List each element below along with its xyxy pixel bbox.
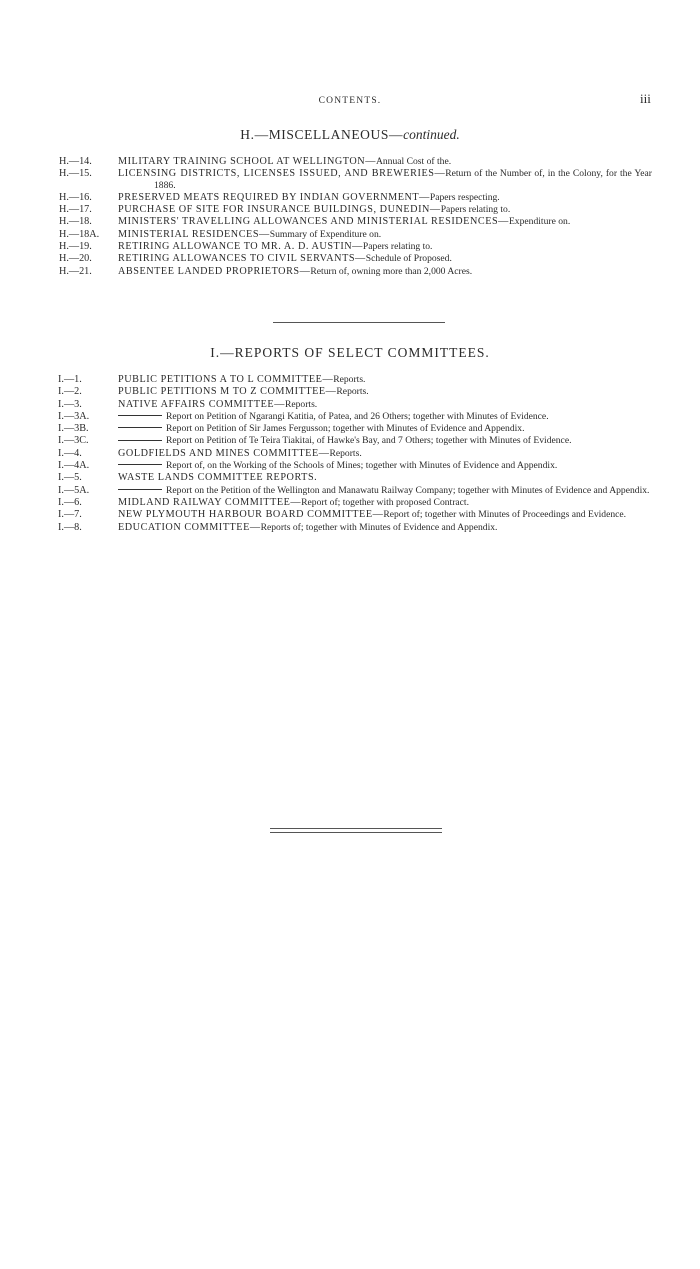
entry-text — [118, 204, 652, 215]
entry-text — [118, 485, 652, 496]
entry-code: I.—4. — [58, 447, 82, 459]
entry-title: NEW PLYMOUTH HARBOUR BOARD COMMITTEE— — [118, 509, 384, 521]
entry-description: Expenditure on. — [508, 216, 571, 228]
ditto-dash — [118, 427, 162, 428]
entry-description: Summary of Expenditure on. — [269, 228, 382, 240]
entry-text — [118, 448, 652, 459]
entry-text — [118, 423, 652, 434]
entry-description: Papers relating to. — [440, 204, 511, 216]
toc-entry — [0, 253, 700, 264]
toc-entry — [0, 497, 700, 508]
entry-title: PUBLIC PETITIONS M TO Z COMMITTEE— — [118, 386, 337, 398]
toc-entry — [0, 156, 700, 167]
entry-title: NATIVE AFFAIRS COMMITTEE— — [118, 398, 285, 410]
entry-description: Report of; together with Minutes of Proceedings and Evidence. — [383, 509, 627, 521]
toc-entry — [0, 386, 700, 397]
entry-code: I.—3C. — [58, 435, 89, 447]
entry-description: Reports. — [284, 398, 318, 410]
entry-description: Report on Petition of Ngarangi Katitia, of Patea, and 26 Others; together with Minutes of Evidence. — [166, 410, 549, 422]
entry-code: I.—4A. — [58, 460, 90, 472]
entry-code: H.—21. — [59, 265, 92, 277]
entry-description: Return of the Number of, in the Colony, for the Year 1886. — [154, 168, 652, 191]
entry-title: LICENSING DISTRICTS, LICENSES ISSUED, AND BREWERIES— — [118, 168, 446, 180]
toc-entry — [0, 522, 700, 533]
entry-description: Return of, owning more than 2,000 Acres. — [310, 265, 473, 277]
entry-title: RETIRING ALLOWANCES TO CIVIL SERVANTS— — [118, 253, 366, 265]
entry-title: MILITARY TRAINING SCHOOL AT WELLINGTON— — [118, 156, 376, 167]
end-rule-bottom — [270, 832, 442, 833]
toc-entry — [0, 485, 700, 496]
entry-text — [118, 241, 652, 252]
entry-description: Report of, on the Working of the Schools of Mines; together with Minutes of Evidence and Appendix. — [166, 460, 558, 472]
entry-text — [118, 522, 652, 533]
entry-description: Papers relating to. — [362, 240, 433, 252]
entry-text — [118, 435, 652, 446]
entry-title: GOLDFIELDS AND MINES COMMITTEE— — [118, 447, 330, 459]
entry-text — [118, 472, 652, 483]
section-i-title: I.—REPORTS OF SELECT COMMITTEES. — [210, 345, 490, 360]
entry-code: I.—3A. — [58, 410, 90, 422]
entry-description: Papers respecting. — [429, 191, 500, 203]
section-h-title-suffix: continued. — [403, 127, 460, 142]
entry-code: H.—14. — [59, 156, 92, 167]
entry-code: H.—20. — [59, 253, 92, 265]
section-h-title-main: H.—MISCELLANEOUS— — [240, 127, 404, 142]
entry-code: I.—5. — [58, 472, 82, 484]
entry-text — [118, 399, 652, 410]
toc-entry — [0, 168, 700, 190]
entry-description: Reports. — [336, 386, 369, 398]
entry-title: MINISTERS' TRAVELLING ALLOWANCES AND MINISTERIAL RESIDENCES— — [118, 216, 509, 228]
section-h-entries — [0, 156, 700, 278]
entry-title: PUBLIC PETITIONS A TO L COMMITTEE— — [118, 374, 334, 385]
entry-description: Schedule of Proposed. — [365, 253, 452, 265]
running-title: CONTENTS. — [318, 96, 382, 106]
toc-entry — [0, 399, 700, 410]
entry-title: WASTE LANDS COMMITTEE REPORTS. — [118, 472, 318, 484]
ditto-dash — [118, 415, 162, 416]
entry-description: Annual Cost of the. — [375, 156, 452, 167]
entry-title: EDUCATION COMMITTEE— — [118, 521, 261, 533]
entry-title: MINISTERIAL RESIDENCES— — [118, 228, 270, 240]
entry-title: PURCHASE OF SITE FOR INSURANCE BUILDINGS, DUNEDIN— — [118, 204, 441, 216]
toc-entry — [0, 229, 700, 240]
entry-text — [118, 266, 652, 277]
entry-text — [118, 229, 652, 240]
toc-entry — [0, 448, 700, 459]
toc-entry — [0, 266, 700, 277]
toc-entry — [0, 374, 700, 385]
ditto-dash — [118, 440, 162, 441]
entry-code: H.—17. — [59, 204, 92, 216]
entry-code: I.—5A. — [58, 484, 90, 496]
entry-text — [118, 168, 652, 190]
entry-code: H.—19. — [59, 240, 92, 252]
entry-description: Reports. — [333, 374, 366, 385]
entry-title: MIDLAND RAILWAY COMMITTEE— — [118, 496, 302, 508]
entry-text — [118, 253, 652, 264]
entry-title: RETIRING ALLOWANCE TO MR. A. D. AUSTIN— — [118, 240, 363, 252]
entry-code: H.—16. — [59, 191, 92, 203]
entry-description: Report on the Petition of the Wellington and Manawatu Railway Company; together with Minutes of Evidence and Appendix. — [166, 484, 650, 496]
ditto-dash — [118, 464, 162, 465]
toc-entry — [0, 411, 700, 422]
entry-text — [118, 374, 652, 385]
entry-description: Report of; together with proposed Contract. — [301, 496, 469, 508]
entry-title: ABSENTEE LANDED PROPRIETORS— — [118, 265, 311, 277]
entry-code: I.—8. — [58, 521, 82, 533]
toc-entry — [0, 460, 700, 471]
entry-code: H.—15. — [59, 168, 92, 180]
entry-text — [118, 192, 652, 203]
entry-description: Reports of; together with Minutes of Evidence and Appendix. — [260, 521, 498, 533]
entry-text — [118, 509, 652, 520]
toc-entry — [0, 204, 700, 215]
toc-entry — [0, 216, 700, 227]
section-divider — [273, 322, 445, 323]
entry-code: I.—6. — [58, 496, 82, 508]
entry-code: I.—2. — [58, 386, 82, 398]
entry-code: I.—3B. — [58, 423, 89, 435]
entry-description: Reports. — [329, 447, 362, 459]
entry-code: H.—18A. — [59, 228, 100, 240]
entry-code: I.—7. — [58, 509, 82, 521]
toc-entry — [0, 472, 700, 483]
entry-code: I.—3. — [58, 398, 82, 410]
entry-text — [118, 460, 652, 471]
section-h-title — [0, 127, 700, 143]
section-i-entries — [0, 374, 700, 534]
entry-code: H.—18. — [59, 216, 92, 228]
toc-entry — [0, 423, 700, 434]
ditto-dash — [118, 489, 162, 490]
page-number: iii — [640, 91, 651, 106]
entry-description: Report on Petition of Sir James Fergusson; together with Minutes of Evidence and Appendix. — [166, 423, 525, 435]
entry-text — [118, 411, 652, 422]
end-rule-top — [270, 828, 442, 829]
toc-entry — [0, 509, 700, 520]
entry-text — [118, 216, 652, 227]
entry-description: Report on Petition of Te Teira Tiakitai, of Hawke's Bay, and 7 Others; together with Minutes of Evidence. — [166, 435, 572, 447]
entry-text — [118, 497, 652, 508]
toc-entry — [0, 192, 700, 203]
entry-text — [118, 156, 652, 167]
toc-entry — [0, 435, 700, 446]
entry-text — [118, 386, 652, 397]
entry-title: PRESERVED MEATS REQUIRED BY INDIAN GOVERNMENT— — [118, 191, 430, 203]
entry-code: I.—1. — [58, 374, 82, 385]
toc-entry — [0, 241, 700, 252]
